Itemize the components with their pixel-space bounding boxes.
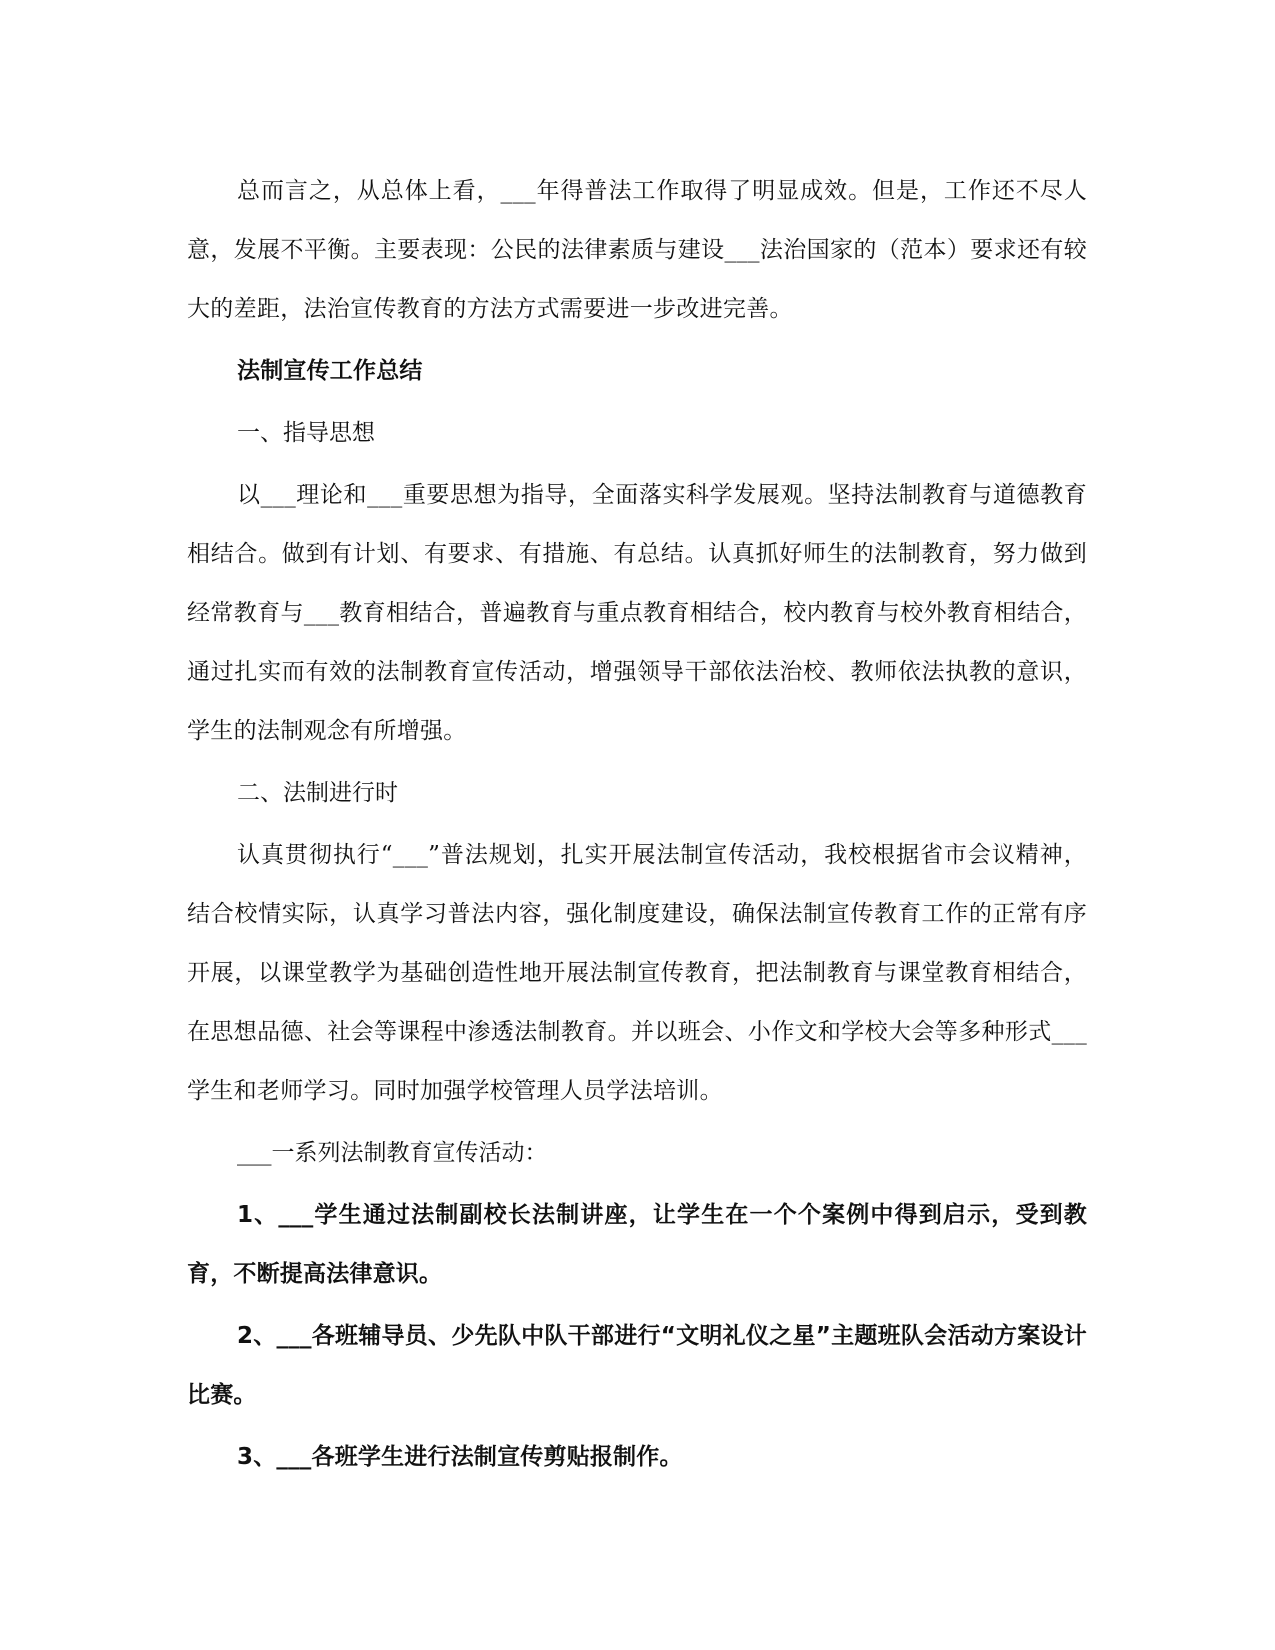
section1-body: 以___理论和___重要思想为指导，全面落实科学发展观。坚持法制教育与道德教育相结合。做到有计划、有要求、有措施、有总结。认真抓好师生的法制教育，努力做到经常教育与___教育相结合，普遍教育与重点教育相结合，校内教育与校外教育相结合，通过扎实而有效的法制教育宣传活动，增强领导干部依法治校、教师依法执教的意识，学生的法制观念有所增强。 [187, 482, 1087, 744]
document-page [187, 162, 1087, 1490]
activity-item-1: 1、___学生通过法制副校长法制讲座，让学生在一个个案例中得到启示，受到教育，不断提高法律意识。 [187, 1202, 1087, 1287]
summary-paragraph: 总而言之，从总体上看，___年得普法工作取得了明显成效。但是，工作还不尽人意，发展不平衡。主要表现：公民的法律素质与建设___法治国家的（范本）要求还有较大的差距，法治宣传教育的方法方式需要进一步改进完善。 [187, 178, 1087, 322]
activities-intro: ___一系列法制教育宣传活动： [237, 1140, 548, 1166]
section2-body: 认真贯彻执行“___”普法规划，扎实开展法制宣传活动，我校根据省市会议精神，结合校情实际，认真学习普法内容，强化制度建设，确保法制宣传教育工作的正常有序开展，以课堂教学为基础创造性地开展法制宣传教育，把法制教育与课堂教育相结合，在思想品德、社会等课程中渗透法制教育。并以班会、小作文和学校大会等多种形式___学生和老师学习。同时加强学校管理人员学法培训。 [187, 842, 1087, 1104]
section2-heading: 二、法制进行时 [237, 780, 398, 806]
section1-heading: 一、指导思想 [237, 420, 375, 446]
activity-item-2: 2、___各班辅导员、少先队中队干部进行“文明礼仪之星”主题班队会活动方案设计比赛。 [187, 1323, 1087, 1408]
document-title: 法制宣传工作总结 [237, 358, 423, 384]
activity-item-3: 3、___各班学生进行法制宣传剪贴报制作。 [237, 1444, 683, 1470]
